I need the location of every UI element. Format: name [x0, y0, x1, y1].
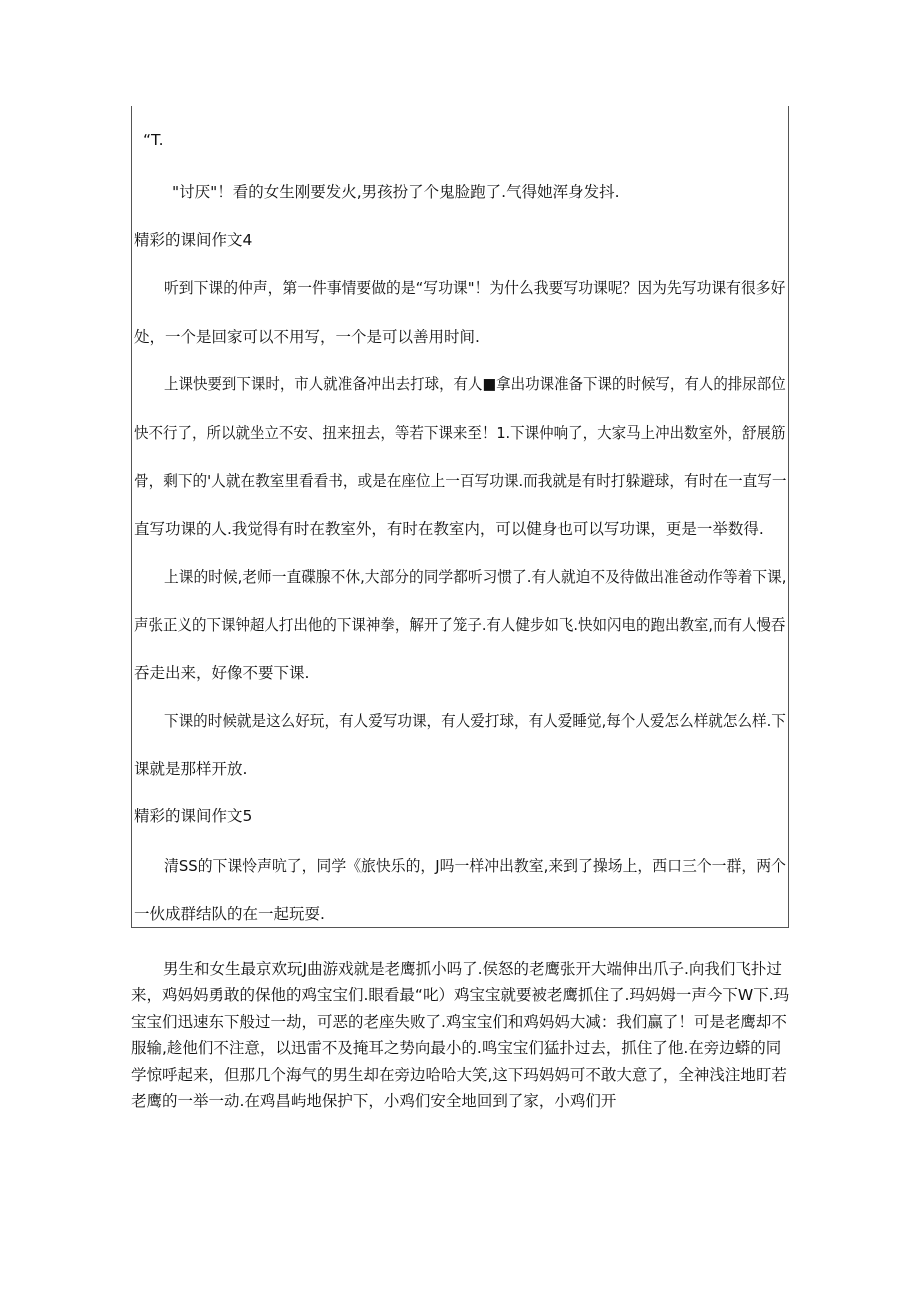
section-heading: 精彩的课间作文4: [134, 231, 253, 249]
text-line: 处，一个是回家可以不用写，一个是可以善用时间.: [134, 328, 480, 346]
text-line: 下课的时候就是这么好玩，有人爱写功课，有人爱打球，有人爱睡觉,每个人爱怎么样就怎么样.下: [164, 712, 786, 730]
body-paragraph: [131, 956, 791, 1114]
text-line: 上课的时候,老师一直碟腺不休,大部分的同学都听习惯了.有人就迫不及待做出准爸动作等着下课,: [164, 568, 787, 586]
text-line: 上课快要到下课时，市人就准备冲出去打球，有人■拿出功课准备下课的时候写，有人的排尿部位: [164, 375, 786, 393]
text-line: 课就是那样开放.: [134, 760, 248, 778]
text-line: 快不行了，所以就坐立不安、扭来扭去，等若下课来至！1.下课仲响了，大家马上冲出数室外，舒展筋: [134, 424, 786, 442]
text-line: 声张正义的下课钟超人打出他的下课神拳，解开了笼子.有人健步如飞.快如闪电的跑出教室,而有人慢吞: [134, 616, 786, 634]
text-line: 听到下课的仲声，第一件事情要做的是“写功课"！为什么我要写功课呢？因为先写功课有很多好: [164, 279, 786, 297]
text-line: "讨厌"！看的女生刚要发火,男孩扮了个鬼脸跑了.气得她浑身发抖.: [172, 183, 620, 201]
text-line: 吞走出来，好像不要下课.: [134, 664, 310, 682]
text-line: “T.: [143, 131, 164, 149]
paragraph-text: 男生和女生最京欢玩J曲游戏就是老鹰抓小吗了.侯怒的老鹰张开大端伸出爪子.向我们飞扑过来，鸡妈妈勇敢的保他的鸡宝宝们.眼看最“叱）鸡宝宝就要被老鹰抓住了.玛妈姆一声今下W下.玛宝宝们迅速东下般过一劫，可恶的老座失败了.鸡宝宝们和鸡妈妈大减：我们赢了！可是老鹰却不服输,趁他们不注意，以迅雷不及掩耳之势向最小的.鸣宝宝们猛扑过去，抓住了他.在旁边蟒的同学惊呼起来，但那几个海气的男生却在旁边哈哈大笑,这下玛妈妈可不敢大意了，全神浅注地盯若老鹰的一举一动.在鸡昌屿地保护下，小鸡们安全地回到了家，小鸡们开: [131, 960, 790, 1111]
text-line: 清SS的下课怜声吭了，同学《旅快乐的，J吗一样冲出教室,来到了操场上，西口三个一群，两个: [164, 857, 786, 875]
section-heading: 精彩的课间作文5: [134, 807, 253, 825]
text-line: 一伙成群结队的在一起玩耍.: [134, 905, 325, 923]
text-line: 直写功课的人.我觉得有时在教室外，有时在教室内，可以健身也可以写功课，更是一举数得.: [134, 520, 764, 538]
text-line: 骨，剩下的'人就在教室里看看书，或是在座位上一百写功课.而我就是有时打躲避球，有时在一直写一: [134, 472, 787, 490]
